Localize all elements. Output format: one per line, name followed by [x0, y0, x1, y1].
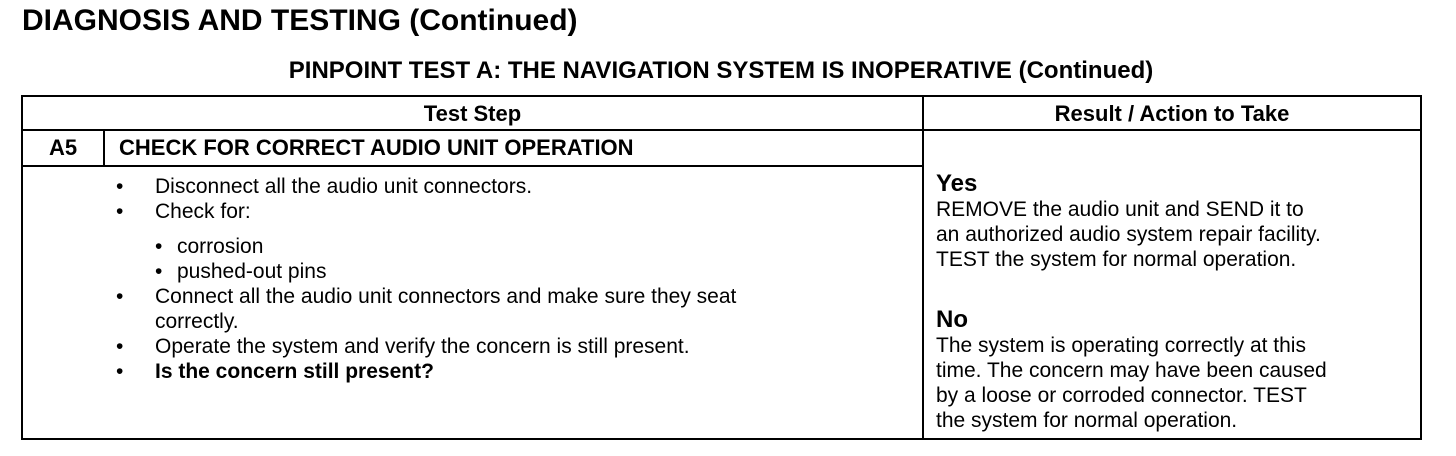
result-no-text: time. The concern may have been caused [936, 359, 1327, 382]
result-no-text: The system is operating correctly at this [936, 334, 1306, 357]
step-instruction: Disconnect all the audio unit connectors. [155, 175, 533, 198]
test-step-header: Test Step [23, 97, 924, 131]
pinpoint-test-table [21, 95, 1422, 440]
result-no-text: by a loose or corroded connector. TEST [936, 384, 1307, 407]
step-instructions [23, 167, 924, 438]
result-yes-text: an authorized audio system repair facility. [936, 223, 1321, 246]
result-action-header: Result / Action to Take [924, 97, 1420, 131]
bullet-marker: • [116, 335, 124, 358]
step-question: Is the concern still present? [155, 360, 434, 383]
sub-bullet-marker: • [155, 260, 163, 283]
result-no-text: the system for normal operation. [936, 409, 1238, 432]
bullet-marker: • [116, 285, 124, 308]
bullet-marker: • [116, 360, 124, 383]
step-instruction: Check for: [155, 200, 251, 223]
step-instruction: Connect all the audio unit connectors and make sure they seat [155, 285, 737, 308]
result-yes-text: TEST the system for normal operation. [936, 248, 1297, 271]
step-id: A5 [23, 131, 105, 167]
bullet-marker: • [116, 175, 124, 198]
check-item: pushed-out pins [177, 260, 327, 283]
step-instruction: Operate the system and verify the concern is still present. [155, 335, 690, 358]
pinpoint-test-title: PINPOINT TEST A: THE NAVIGATION SYSTEM IS INOPERATIVE (Continued) [288, 57, 1154, 84]
page-title: DIAGNOSIS AND TESTING (Continued) [22, 4, 578, 37]
result-yes-label: Yes [936, 170, 978, 197]
result-no-label: No [936, 306, 968, 333]
sub-bullet-marker: • [155, 235, 163, 258]
step-title: CHECK FOR CORRECT AUDIO UNIT OPERATION [105, 131, 924, 167]
check-item: corrosion [177, 235, 264, 258]
result-actions [924, 131, 1420, 438]
step-instruction-continued: correctly. [155, 310, 239, 333]
bullet-marker: • [116, 200, 124, 223]
result-yes-text: REMOVE the audio unit and SEND it to [936, 198, 1304, 221]
